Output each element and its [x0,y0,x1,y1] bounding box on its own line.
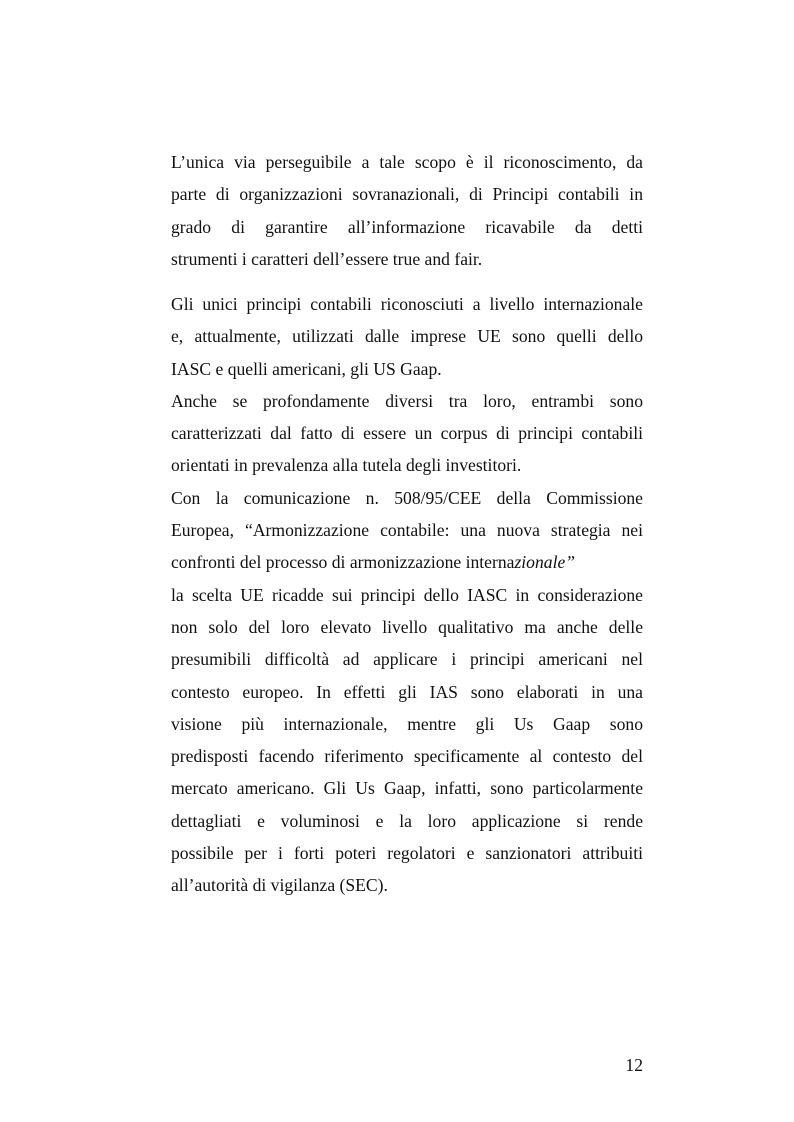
text-line: non solo del loro elevato livello qualitativo ma anche delle [171,616,643,637]
text-line: possibile per i forti poteri regolatori e sanzionatori attribuiti [171,843,643,864]
text-line: mercato americano. Gli Us Gaap, infatti, sono particolarmente [171,778,643,799]
text-line: IASC e quelli americani, gli US Gaap. [171,358,442,379]
text-line: grado di garantire all’informazione ricavabile da detti [171,216,643,237]
page-number: 12 [625,1055,643,1075]
text-line: Europea, “Armonizzazione contabile: una nuova strategia nei [171,520,643,541]
text-line: Anche se profondamente diversi tra loro, entrambi sono [171,390,643,411]
paragraph-accounting-principles [171,288,643,902]
text-line: Con la comunicazione n. 508/95/CEE della Commissione [171,487,643,508]
text-line: dettagliati e voluminosi e la loro applicazione si rende [171,810,643,831]
text-line: e, attualmente, utilizzati dalle imprese UE sono quelli dello [171,326,643,347]
text-line: la scelta UE ricadde sui principi dello IASC in considerazione [171,584,643,605]
text-line: presumibili difficoltà ad applicare i principi americani nel [171,649,643,670]
text-line-roman-part: confronti del processo di armonizzazione interna [171,552,515,573]
text-line: strumenti i caratteri dell’essere true and fair. [171,248,483,269]
text-line: predisposti facendo riferimento specificamente al contesto del [171,746,643,767]
text-line-italic-part: zionale” [514,552,576,573]
text-line [171,546,643,578]
text-line: Gli unici principi contabili riconosciuti a livello internazionale [171,294,643,314]
text-line: contesto europeo. In effetti gli IAS sono elaborati in una [171,681,643,702]
text-line: all’autorità di vigilanza (SEC). [171,875,388,896]
text-line: visione più internazionale, mentre gli Us Gaap sono [171,713,643,734]
text-line: caratterizzati dal fatto di essere un corpus di principi contabili [171,423,643,444]
text-line: L’unica via perseguibile a tale scopo è il riconoscimento, da [171,152,643,172]
paragraph-recognition [171,146,643,275]
text-line: orientati in prevalenza alla tutela degli investitori. [171,455,522,476]
text-line: parte di organizzazioni sovranazionali, di Principi contabili in [171,184,643,205]
